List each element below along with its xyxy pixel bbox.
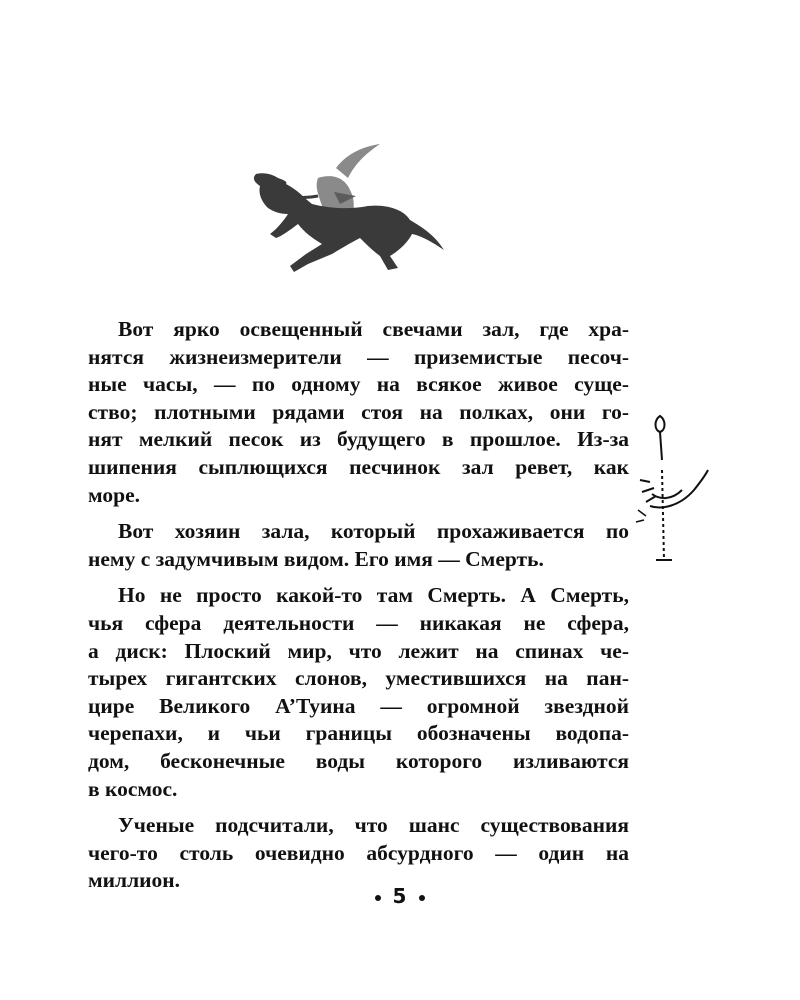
paragraph	[88, 812, 629, 895]
death-on-horse-illustration	[248, 138, 458, 278]
text-line: ство; плотными рядами стоя на полках, они го-	[88, 399, 629, 424]
text-line: чья сфера деятельности — никакая не сфера,	[88, 610, 629, 635]
text-line: море.	[88, 482, 140, 507]
body-text	[88, 316, 629, 895]
text-line: нят мелкий песок из будущего в прошлое. Из-за	[88, 427, 629, 452]
text-line: а диск: Плоский мир, что лежит на спинах че-	[88, 638, 629, 663]
text-line: Вот хозяин зала, который прохаживается по	[118, 519, 629, 544]
text-line: тырех гигантских слонов, уместившихся на пан-	[88, 666, 629, 691]
text-line: Но не просто какой-то там Смерть. А Смерть,	[118, 583, 629, 608]
paragraph-gap	[88, 509, 629, 518]
page-number-right-dot	[419, 895, 425, 901]
page-number	[0, 884, 800, 908]
paragraph	[88, 316, 629, 509]
paragraph-gap	[88, 803, 629, 812]
text-line: ные часы, — по одному на всякое живое суще-	[88, 372, 629, 397]
page-number-value: 5	[392, 884, 408, 908]
paragraph	[88, 518, 629, 573]
text-line: нятся жизнеизмерители — приземистые песоч-	[88, 344, 629, 369]
margin-scribble-decoration	[632, 410, 712, 580]
text-line: черепахи, и чьи границы обозначены водопа-	[88, 721, 629, 746]
text-line: миллион.	[88, 868, 181, 893]
text-line: Ученые подсчитали, что шанс существования	[118, 813, 629, 838]
text-line: шипения сыплющихся песчинок зал ревет, как	[88, 454, 629, 479]
paragraph-gap	[88, 573, 629, 582]
text-line: в космос.	[88, 776, 178, 801]
page-number-left-dot	[375, 895, 381, 901]
text-line: чего-то столь очевидно абсурдного — один на	[88, 840, 629, 865]
text-line: дом, бесконечные воды которого изливаются	[88, 748, 629, 773]
text-line: цире Великого А’Туина — огромной звездной	[88, 693, 629, 718]
text-line: нему с задумчивым видом. Его имя — Смерть.	[88, 546, 544, 571]
paragraph	[88, 582, 629, 803]
text-line: Вот ярко освещенный свечами зал, где хра-	[118, 317, 629, 341]
